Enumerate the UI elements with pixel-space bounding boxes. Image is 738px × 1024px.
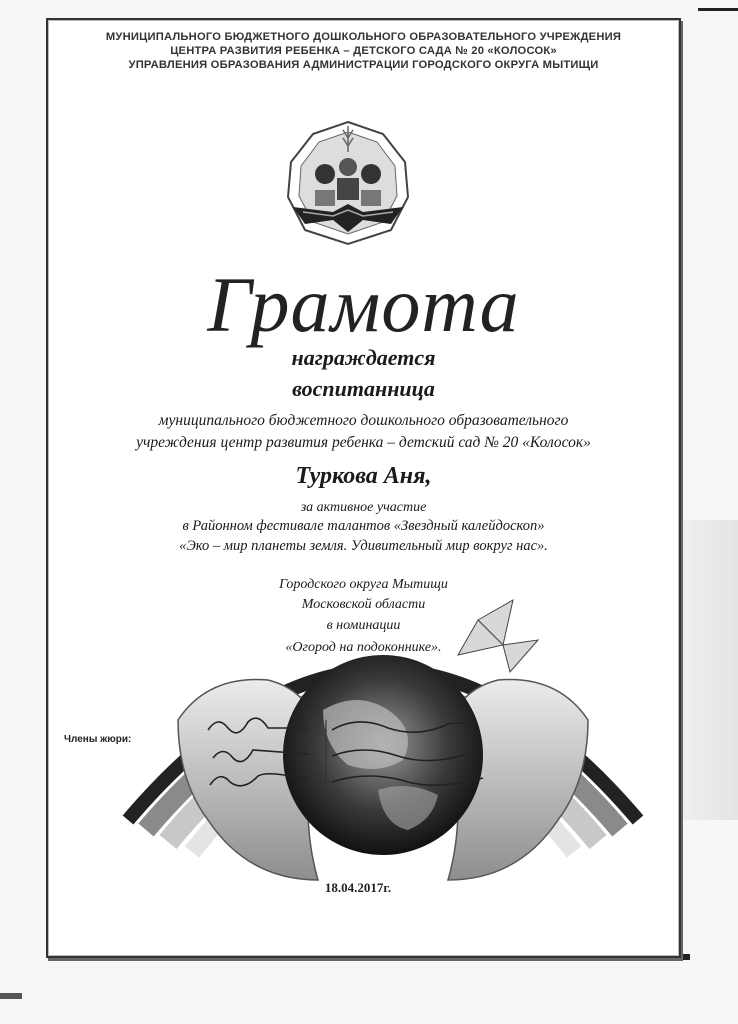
header-line-1: МУНИЦИПАЛЬНОГО БЮДЖЕТНОГО ДОШКОЛЬНОГО ОБРАЗОВАТЕЛЬНОГО УЧРЕЖДЕНИЯ bbox=[105, 31, 622, 43]
recipient-name: Туркова Аня, bbox=[295, 463, 432, 489]
jury-members-label: Члены жюри: bbox=[64, 734, 132, 745]
certificate-title: Грамота bbox=[207, 261, 520, 348]
nomination-label: в номинации bbox=[326, 618, 401, 633]
certificate-frame bbox=[46, 18, 681, 958]
festival-text: в Районном фестивале талантов «Звездный калейдоскоп» bbox=[182, 518, 545, 534]
institution-line-2: учреждения центр развития ребенка – детский сад № 20 «Колосок» bbox=[136, 434, 591, 451]
institution-line-1: муниципального бюджетного дошкольного образовательного bbox=[158, 412, 569, 429]
signature-icon bbox=[318, 710, 488, 800]
header-line-3: УПРАВЛЕНИЯ ОБРАЗОВАНИЯ АДМИНИСТРАЦИИ ГОРОДСКОГО ОКРУГА МЫТИЩИ bbox=[128, 59, 599, 71]
district-text: Городского округа Мытищи bbox=[279, 577, 448, 592]
awarded-text: награждается bbox=[291, 345, 436, 370]
region-text: Московской области bbox=[301, 597, 426, 612]
kindergarten-emblem-icon bbox=[273, 112, 423, 262]
pupil-text: воспитанница bbox=[292, 376, 435, 401]
scan-mark bbox=[698, 8, 738, 11]
participation-text: за активное участие bbox=[300, 500, 427, 515]
header-line-2: ЦЕНТРА РАЗВИТИЯ РЕБЕНКА – ДЕТСКОГО САДА № 20 «КОЛОСОК» bbox=[170, 45, 557, 57]
scan-mark bbox=[0, 993, 22, 999]
award-date: 18.04.2017г. bbox=[324, 880, 392, 895]
theme-text: «Эко – мир планеты земля. Удивительный мир вокруг нас». bbox=[179, 538, 548, 554]
organization-header bbox=[48, 30, 679, 72]
jury-signatures bbox=[48, 710, 679, 800]
nomination-text: «Огород на подоконнике». bbox=[285, 640, 442, 655]
signature-icon bbox=[198, 710, 318, 800]
